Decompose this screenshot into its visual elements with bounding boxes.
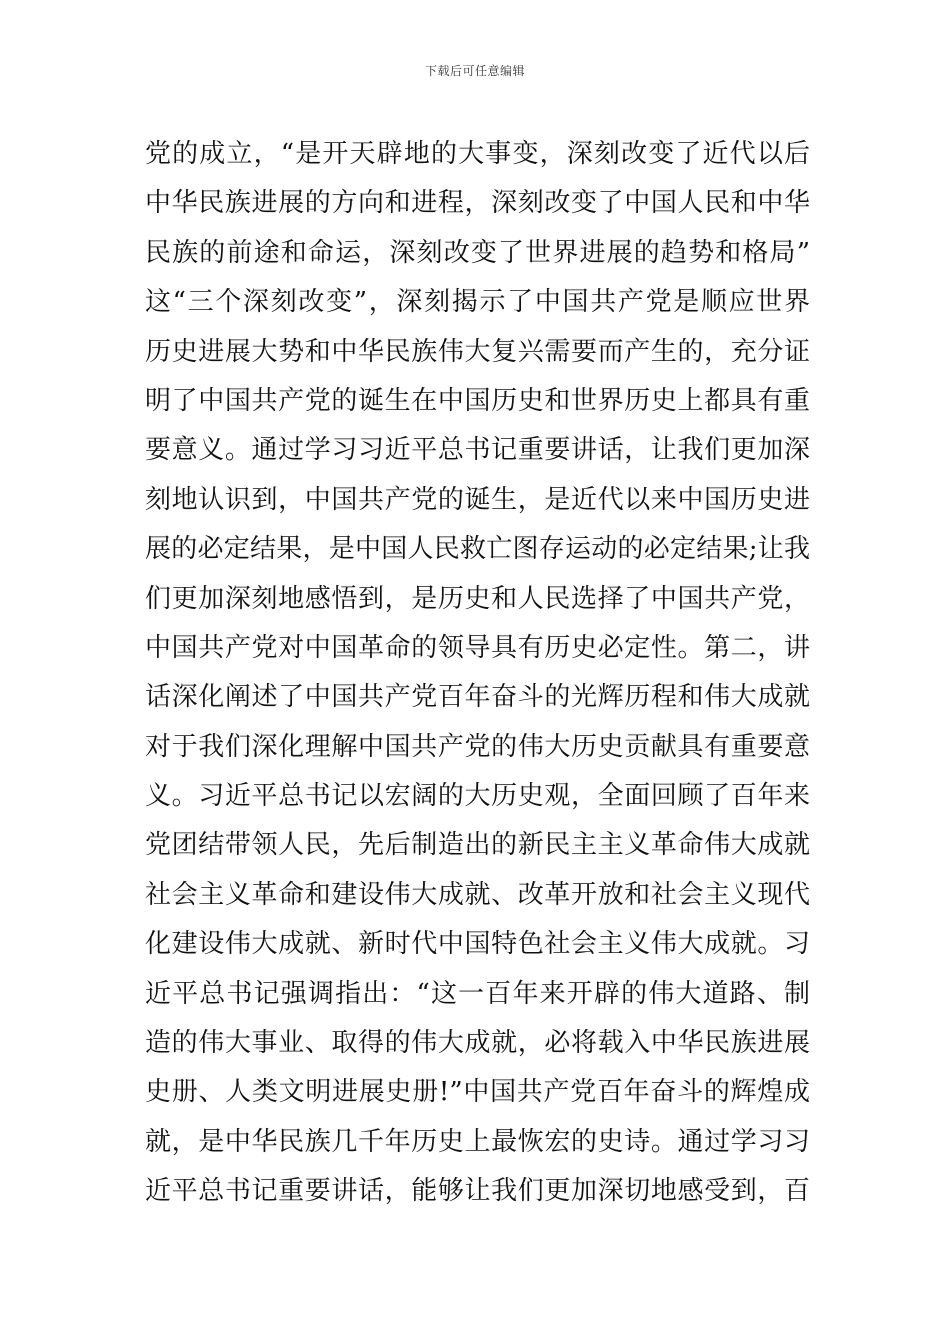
text-line: 们更加深刻地感悟到，是历史和人民选择了中国共产党， — [145, 583, 810, 614]
body-text — [145, 130, 810, 1217]
text-line: 就，是中华民族几千年历史上最恢宏的史诗。通过学习习 — [145, 1126, 810, 1157]
text-line: 造的伟大事业、取得的伟大成就，必将载入中华民族进展 — [145, 1028, 810, 1059]
text-line: 党团结带领人民，先后制造出的新民主主义革命伟大成就 — [145, 830, 810, 861]
text-line: 义。习近平总书记以宏阔的大历史观，全面回顾了百年来 — [145, 781, 810, 812]
page-header: 下载后可任意编辑 — [424, 64, 525, 78]
text-line: 展的必定结果，是中国人民救亡图存运动的必定结果;让我 — [145, 534, 810, 565]
text-line: 历史进展大势和中华民族伟大复兴需要而产生的，充分证 — [145, 336, 810, 367]
text-line: 这“三个深刻改变”，深刻揭示了中国共产党是顺应世界 — [145, 287, 810, 318]
text-line: 化建设伟大成就、新时代中国特色社会主义伟大成就。习 — [145, 929, 810, 960]
text-line: 民族的前途和命运，深刻改变了世界进展的趋势和格局” — [145, 237, 810, 268]
text-line: 话深化阐述了中国共产党百年奋斗的光辉历程和伟大成就 — [145, 682, 810, 713]
text-line: 近平总书记重要讲话，能够让我们更加深切地感受到，百 — [145, 1176, 810, 1207]
text-line: 中国共产党对中国革命的领导具有历史必定性。第二，讲 — [145, 632, 810, 663]
text-line: 对于我们深化理解中国共产党的伟大历史贡献具有重要意 — [145, 731, 810, 762]
text-line: 中华民族进展的方向和进程，深刻改变了中国人民和中华 — [145, 188, 810, 219]
text-line: 明了中国共产党的诞生在中国历史和世界历史上都具有重 — [145, 385, 810, 416]
text-line: 社会主义革命和建设伟大成就、改革开放和社会主义现代 — [145, 879, 810, 910]
text-line: 近平总书记强调指出：“这一百年来开辟的伟大道路、制 — [145, 978, 810, 1009]
text-line: 要意义。通过学习习近平总书记重要讲话，让我们更加深 — [145, 435, 810, 466]
text-line: 刻地认识到，中国共产党的诞生，是近代以来中国历史进 — [145, 484, 810, 515]
text-line: 史册、人类文明进展史册!”中国共产党百年奋斗的辉煌成 — [145, 1077, 810, 1108]
text-line: 党的成立，“是开天辟地的大事变，深刻改变了近代以后 — [145, 139, 810, 169]
